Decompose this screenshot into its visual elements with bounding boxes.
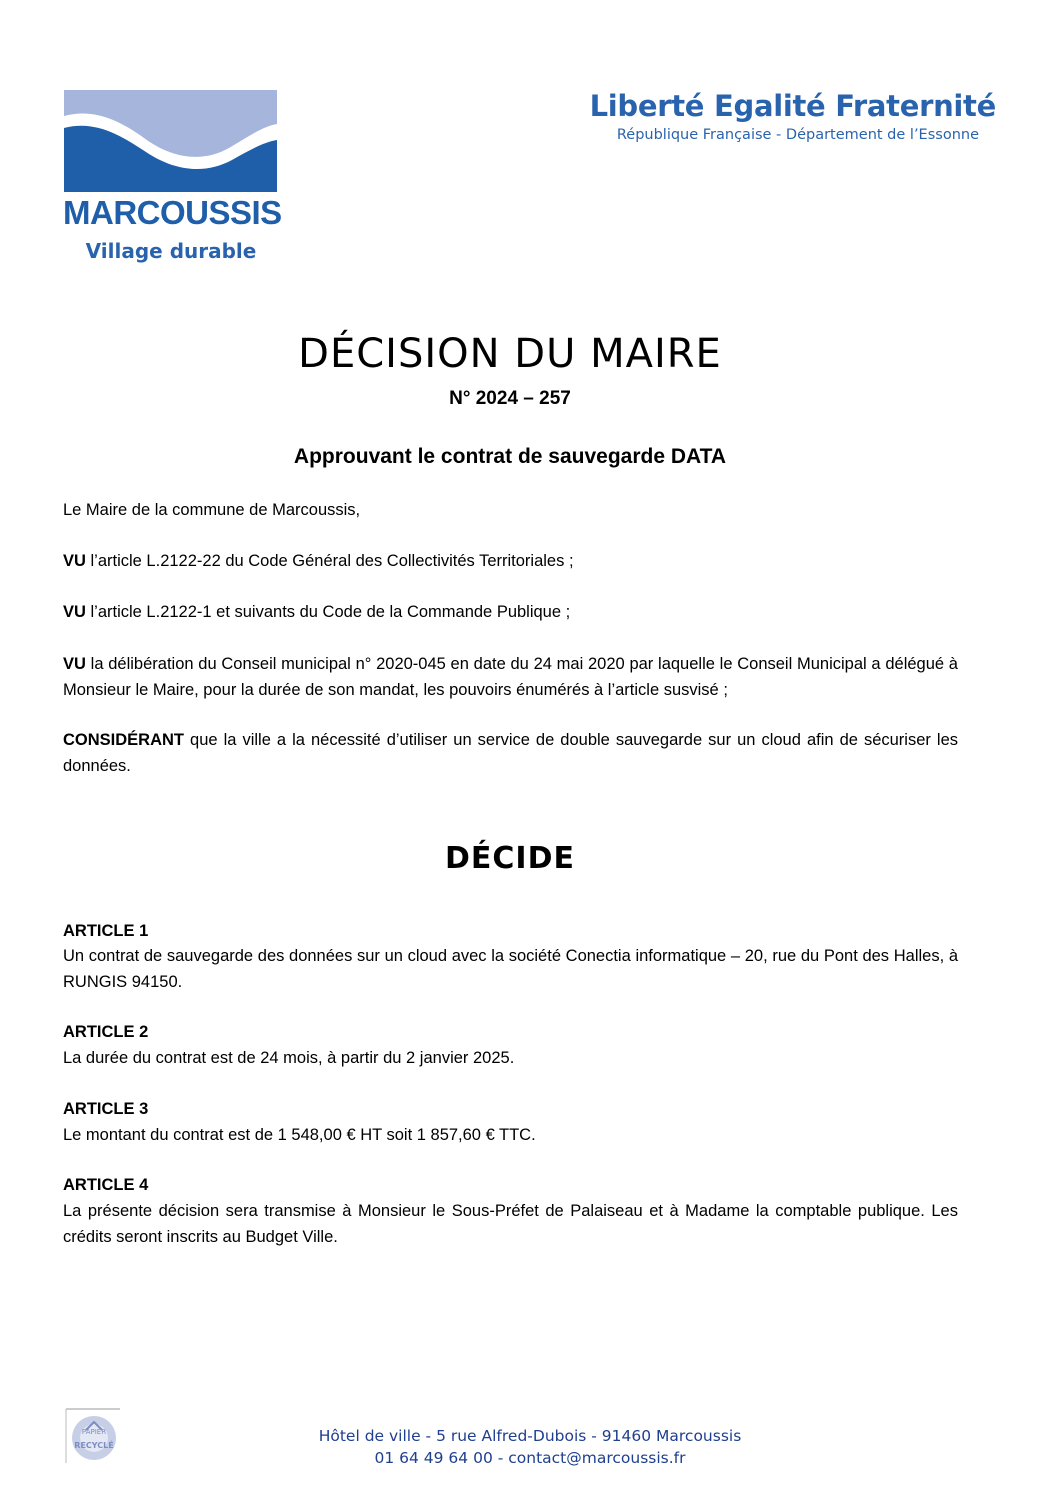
consideration-4 xyxy=(63,727,958,779)
consideration-text: l’article L.2122-22 du Code Général des Collectivités Territoriales ; xyxy=(85,552,574,570)
article-2-text: La durée du contrat est de 24 mois, à partir du 2 janvier 2025. xyxy=(63,1049,515,1067)
article-3-heading: ARTICLE 3 xyxy=(63,1100,149,1118)
article-1-text: Un contrat de sauvegarde des données sur un cloud avec la société Conectia informatique – 20, rue du Pont des Halles, à RUNGIS 94150. xyxy=(63,947,958,991)
consideration-text: que la ville a la nécessité d’utiliser un service de double sauvegarde sur un cloud afin de sécuriser les données. xyxy=(63,731,958,775)
recycle-label-top: PAPIER xyxy=(81,1428,107,1436)
footer-contact: 01 64 49 64 00 - contact@marcoussis.fr xyxy=(374,1449,686,1467)
article-4-text: La présente décision sera transmise à Monsieur le Sous-Préfet de Palaiseau et à Madame la comptable publique. Les crédits seront inscrits au Budget Ville. xyxy=(63,1202,958,1246)
article-2-heading: ARTICLE 2 xyxy=(63,1023,149,1041)
consideration-3 xyxy=(63,651,958,703)
intro-text: Le Maire de la commune de Marcoussis, xyxy=(63,501,361,519)
article-1-heading: ARTICLE 1 xyxy=(63,922,149,940)
decide-heading: DÉCIDE xyxy=(445,841,575,876)
decision-number: N° 2024 – 257 xyxy=(449,388,571,409)
marcoussis-logo xyxy=(64,90,277,192)
recycled-paper-icon xyxy=(64,1408,122,1464)
consideration-1 xyxy=(63,548,958,574)
recycle-label-bottom: RECYCLÉ xyxy=(74,1441,114,1450)
footer-address: Hôtel de ville - 5 rue Alfred-Dubois - 91460 Marcoussis xyxy=(318,1427,742,1445)
consideration-keyword: VU xyxy=(63,603,86,621)
republic-subtitle: République Française - Département de l’Essonne xyxy=(616,127,979,143)
decision-subject: Approuvant le contrat de sauvegarde DATA xyxy=(293,445,727,468)
logo-name: MARCOUSSIS xyxy=(63,194,282,231)
consideration-text: la délibération du Conseil municipal n° 2020-045 en date du 24 mai 2020 par laquelle le Conseil Municipal a délégué à Monsieur le Maire, pour la durée de son mandat, les pouvoirs énumérés à l’article susvisé ; xyxy=(63,655,958,699)
consideration-keyword: VU xyxy=(63,552,86,570)
page-title: DÉCISION DU MAIRE xyxy=(298,331,722,377)
consideration-2 xyxy=(63,599,958,625)
consideration-keyword: CONSIDÉRANT xyxy=(63,731,185,749)
article-4-heading: ARTICLE 4 xyxy=(63,1176,149,1194)
republic-motto: Liberté Egalité Fraternité xyxy=(589,89,996,123)
consideration-text: l’article L.2122-1 et suivants du Code de la Commande Publique ; xyxy=(85,603,571,621)
consideration-keyword: VU xyxy=(63,655,86,673)
logo-tagline: Village durable xyxy=(85,239,257,263)
article-3-text: Le montant du contrat est de 1 548,00 € HT soit 1 857,60 € TTC. xyxy=(63,1126,536,1144)
